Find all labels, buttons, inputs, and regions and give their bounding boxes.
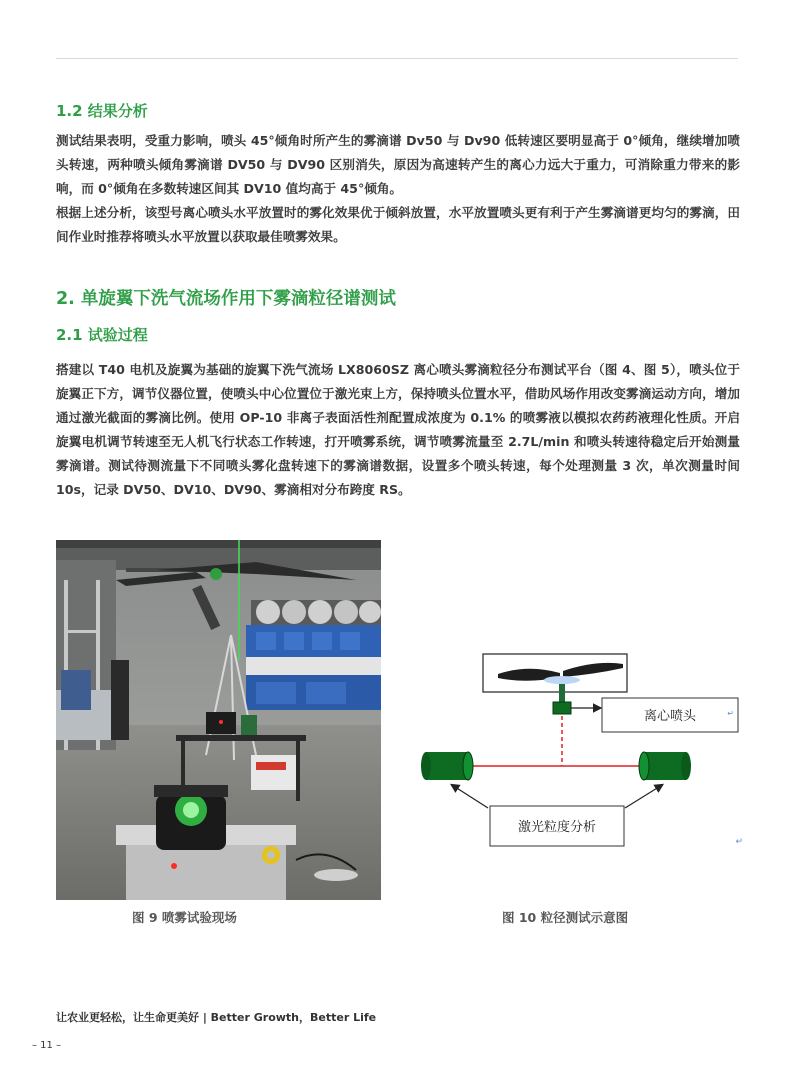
- return-mark-2: ↵: [735, 837, 743, 847]
- page-number: – 11 –: [32, 1040, 62, 1051]
- laser-emitter: [421, 752, 473, 780]
- particle-test-schematic: [418, 640, 753, 860]
- section-heading-2: 2. 单旋翼下洗气流场作用下雾滴粒径谱测试: [56, 289, 396, 309]
- arrow-to-emitter: [452, 785, 488, 808]
- paragraph-results: 测试结果表明，受重力影响，喷头 45°倾角时所产生的雾滴谱 Dv50 与 Dv90 低转速区要明显高于 0°倾角，继续增加喷头转速，两种喷头倾角雾滴谱 DV50 与 DV90 区别消失，原因为高速转产生的离心力远大于重力，可消除重力带来的影响，而 0°倾角在多数转速区间其 DV10 值均高于 45°倾角。: [56, 133, 740, 196]
- rotor-shaft: [559, 684, 565, 704]
- footer-slogan: 让农业更轻松，让生命更美好 | Better Growth，Better Life: [56, 1011, 377, 1024]
- centrifugal-nozzle: [553, 702, 571, 714]
- laser-receiver: [639, 752, 691, 780]
- arrow-to-receiver: [625, 785, 662, 808]
- laser-analyzer-label: 激光粒度分析: [517, 820, 597, 835]
- nozzle-label: 离心喷头: [643, 709, 697, 724]
- rotor-hub: [544, 676, 580, 684]
- section-heading-2-1: 2.1 试验过程: [56, 326, 148, 344]
- schematic-svg: [418, 640, 753, 860]
- figure-10-caption: 图 10 粒径测试示意图: [502, 910, 629, 925]
- paragraph-analysis: 根据上述分析，该型号离心喷头水平放置时的雾化效果优于倾斜放置，水平放置喷头更有利于产生雾滴谱更均匀的雾滴，田间作业时推荐将喷头水平放置以获取最佳喷雾效果。: [56, 205, 740, 244]
- return-mark-1: ↵: [727, 709, 734, 718]
- figure-9-caption: 图 9 喷雾试验现场: [132, 910, 237, 925]
- section-heading-1-2: 1.2 结果分析: [56, 102, 148, 120]
- paragraph-procedure: 搭建以 T40 电机及旋翼为基础的旋翼下洗气流场 LX8060SZ 离心喷头雾滴粒径分布测试平台（图 4、图 5），喷头位于旋翼正下方，调节仪器位置，使喷头中心位置位于激光束上方，保持喷头位置水平，借助风场作用改变雾滴运动方向，增加通过激光截面的雾滴比例。使用 OP-10 非离子表面活性剂配置成浓度为 0.1% 的喷雾液以模拟农药药液理化性质。开启旋翼电机调节转速至无人机飞行状态工作转速，打开喷雾系统，调节喷雾流量至 2.7L/min 和喷头转速待稳定后开始测量雾滴谱。测试待测流量下不同喷头雾化盘转速下的雾滴谱数据，设置多个喷头转速，每个处理测量 3 次，单次测量时间 10s，记录 DV50、DV10、DV90、雾滴相对分布跨度 RS。: [56, 362, 740, 497]
- spray-test-photo-illustration: [56, 540, 381, 900]
- spray-test-photo: [56, 540, 381, 900]
- top-divider: [56, 58, 738, 59]
